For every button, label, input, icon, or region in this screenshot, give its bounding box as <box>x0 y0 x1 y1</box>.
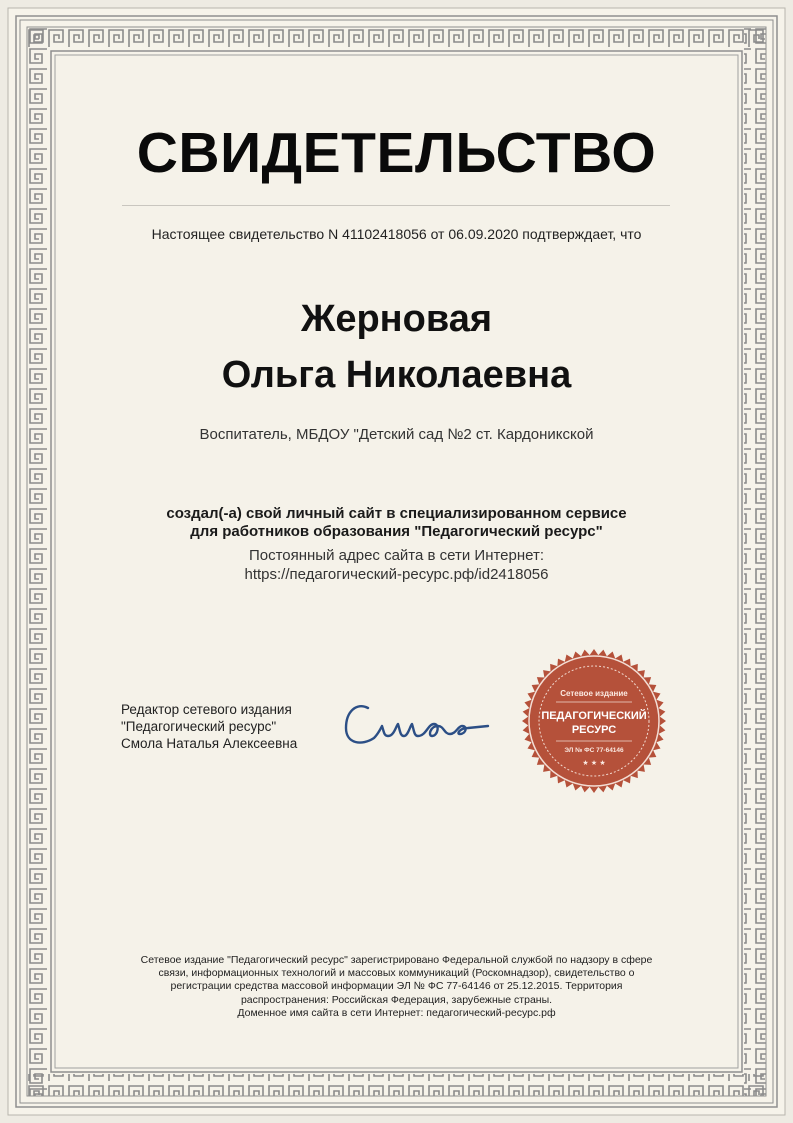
footer-line-5: Доменное имя сайта в сети Интернет: педагогический-ресурс.рф <box>237 1006 556 1019</box>
editor-name: Смола Наталья Алексеевна <box>121 736 298 751</box>
site-url-label: Постоянный адрес сайта в сети Интернет: <box>248 547 545 564</box>
footer-line-3: регистрации средства массовой информации ЭЛ № ФС 77-64146 от 25.12.2015. Территория <box>170 980 623 993</box>
recipient-surname: Жерновая <box>300 298 493 340</box>
seal-reg-number: ЭЛ № ФС 77-64146 <box>564 747 624 754</box>
footer-line-1: Сетевое издание "Педагогический ресурс" зарегистрировано Федеральной службой по надзору в сфере <box>140 954 653 966</box>
footer-line-2: связи, информационных технологий и массовых коммуникаций (Роскомнадзор), свидетельство о <box>158 967 635 980</box>
seal-top-text: Сетевое издание <box>560 689 628 698</box>
achievement-line-1: создал(-а) свой личный сайт в специализированном сервисе <box>166 505 627 522</box>
seal-name-line-2: РЕСУРС <box>571 724 617 736</box>
certificate-subtitle: Настоящее свидетельство N 41102418056 от 06.09.2020 подтверждает, что <box>151 226 642 242</box>
editor-block <box>121 701 297 752</box>
site-url: https://педагогический-ресурс.рф/id2418056 <box>244 566 549 583</box>
recipient-position: Воспитатель, МБДОУ "Детский сад №2 ст. Кардоникской <box>199 426 594 443</box>
editor-publication: "Педагогический ресурс" <box>121 719 277 734</box>
footer-line-4: распространения: Российская Федерация, зарубежные страны. <box>240 993 553 1006</box>
achievement-line-2: для работников образования "Педагогический ресурс" <box>190 523 603 540</box>
registration-footer <box>110 954 683 1020</box>
title-divider <box>122 205 670 206</box>
editor-title: Редактор сетевого издания <box>121 702 292 717</box>
seal-stars-icon: ★ ★ ★ <box>582 759 606 767</box>
editor-signature <box>338 690 498 760</box>
seal-name-line-1: ПЕДАГОГИЧЕСКИЙ <box>541 710 647 722</box>
recipient-given-names: Ольга Николаевна <box>221 354 572 396</box>
publication-seal <box>520 646 668 796</box>
certificate-title: СВИДЕТЕЛЬСТВО <box>136 121 657 185</box>
